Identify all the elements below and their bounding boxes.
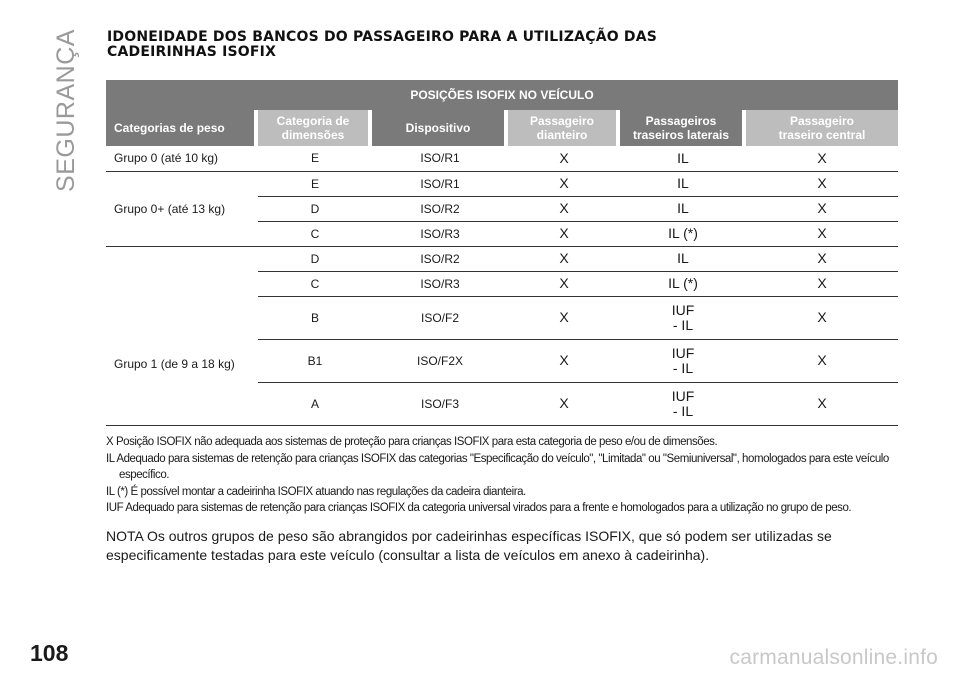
table-row [106, 246, 898, 271]
watermark-text: carmanualsonline.info [729, 646, 938, 669]
device-cell: ISO/F3 [372, 382, 508, 425]
central-cell: X [746, 382, 898, 425]
group-label: Grupo 0 (até 10 kg) [106, 146, 258, 171]
table-header-row [106, 110, 898, 146]
central-cell: X [746, 246, 898, 271]
lateral-cell: IUF - IL [620, 382, 746, 425]
dim-cell: A [258, 382, 372, 425]
central-cell: X [746, 146, 898, 171]
front-cell: X [508, 171, 620, 196]
device-cell: ISO/R2 [372, 196, 508, 221]
dim-cell: B [258, 296, 372, 339]
device-cell: ISO/F2 [372, 296, 508, 339]
dim-cell: E [258, 146, 372, 171]
col-header-dimensoes: Categoria de dimensões [258, 110, 368, 146]
front-cell: X [508, 296, 620, 339]
front-cell: X [508, 221, 620, 246]
col-header-central: Passageiro traseiro central [746, 110, 898, 146]
lateral-cell: IL (*) [620, 221, 746, 246]
table-row [106, 171, 898, 196]
lateral-cell: IL [620, 196, 746, 221]
central-cell: X [746, 196, 898, 221]
dim-cell: C [258, 221, 372, 246]
central-cell: X [746, 296, 898, 339]
device-cell: ISO/R3 [372, 221, 508, 246]
section-side-label [46, 30, 86, 190]
front-cell: X [508, 382, 620, 425]
col-header-laterais: Passageiros traseiros laterais [620, 110, 742, 146]
device-cell: ISO/R1 [372, 171, 508, 196]
dim-cell: C [258, 271, 372, 296]
dim-cell: B1 [258, 339, 372, 382]
lateral-cell: IL [620, 171, 746, 196]
front-cell: X [508, 339, 620, 382]
dim-cell: D [258, 246, 372, 271]
device-cell: ISO/R1 [372, 146, 508, 171]
front-cell: X [508, 146, 620, 171]
dim-cell: E [258, 171, 372, 196]
dim-cell: D [258, 196, 372, 221]
front-cell: X [508, 246, 620, 271]
note-il: IL Adequado para sistemas de retenção para crianças ISOFIX das categorias "Especificação do veículo", "Limitada" ou "Semiuniversal", homologados para este veículo específico. [106, 452, 889, 481]
group-label: Grupo 1 (de 9 a 18 kg) [106, 246, 258, 425]
section-name: SEGURANÇA [51, 28, 80, 192]
page-heading [107, 30, 907, 60]
lateral-cell: IUF - IL [620, 339, 746, 382]
col-header-categorias: Categorias de peso [106, 110, 254, 146]
central-cell: X [746, 221, 898, 246]
col-header-dianteiro: Passageiro dianteiro [508, 110, 616, 146]
lateral-cell: IL [620, 146, 746, 171]
isofix-table [106, 80, 898, 426]
group-label: Grupo 0+ (até 13 kg) [106, 171, 258, 246]
front-cell: X [508, 271, 620, 296]
device-cell: ISO/R3 [372, 271, 508, 296]
device-cell: ISO/R2 [372, 246, 508, 271]
heading-line-1: IDONEIDADE DOS BANCOS DO PASSAGEIRO PARA A UTILIZAÇÃO DAS [107, 29, 658, 45]
nota-paragraph: NOTA Os outros grupos de peso são abrangidos por cadeirinhas específicas ISOFIX, que só podem ser utilizadas se especificamente testadas para este veículo (consultar a lista de veículos em anexo à cadeirinha). [106, 528, 832, 563]
front-cell: X [508, 196, 620, 221]
central-cell: X [746, 339, 898, 382]
table-row [106, 146, 898, 171]
central-cell: X [746, 171, 898, 196]
lateral-cell: IL (*) [620, 271, 746, 296]
legend-notes [106, 434, 906, 517]
lateral-cell: IUF - IL [620, 296, 746, 339]
page-number: 108 [30, 640, 69, 666]
device-cell: ISO/F2X [372, 339, 508, 382]
note-il-star: IL (*) É possível montar a cadeirinha ISOFIX atuando nas regulações da cadeira dianteira. [106, 485, 526, 498]
table-banner: POSIÇÕES ISOFIX NO VEÍCULO [106, 80, 898, 110]
lateral-cell: IL [620, 246, 746, 271]
central-cell: X [746, 271, 898, 296]
note-x: X Posição ISOFIX não adequada aos sistemas de proteção para crianças ISOFIX para esta categoria de peso e/ou de dimensões. [106, 436, 718, 448]
heading-line-2: CADEIRINHAS ISOFIX [107, 44, 277, 60]
note-iuf: IUF Adequado para sistemas de retenção para crianças ISOFIX da categoria universal virados para a frente e homologados para a utilização no grupo de peso. [106, 502, 852, 514]
col-header-dispositivo: Dispositivo [372, 110, 504, 146]
